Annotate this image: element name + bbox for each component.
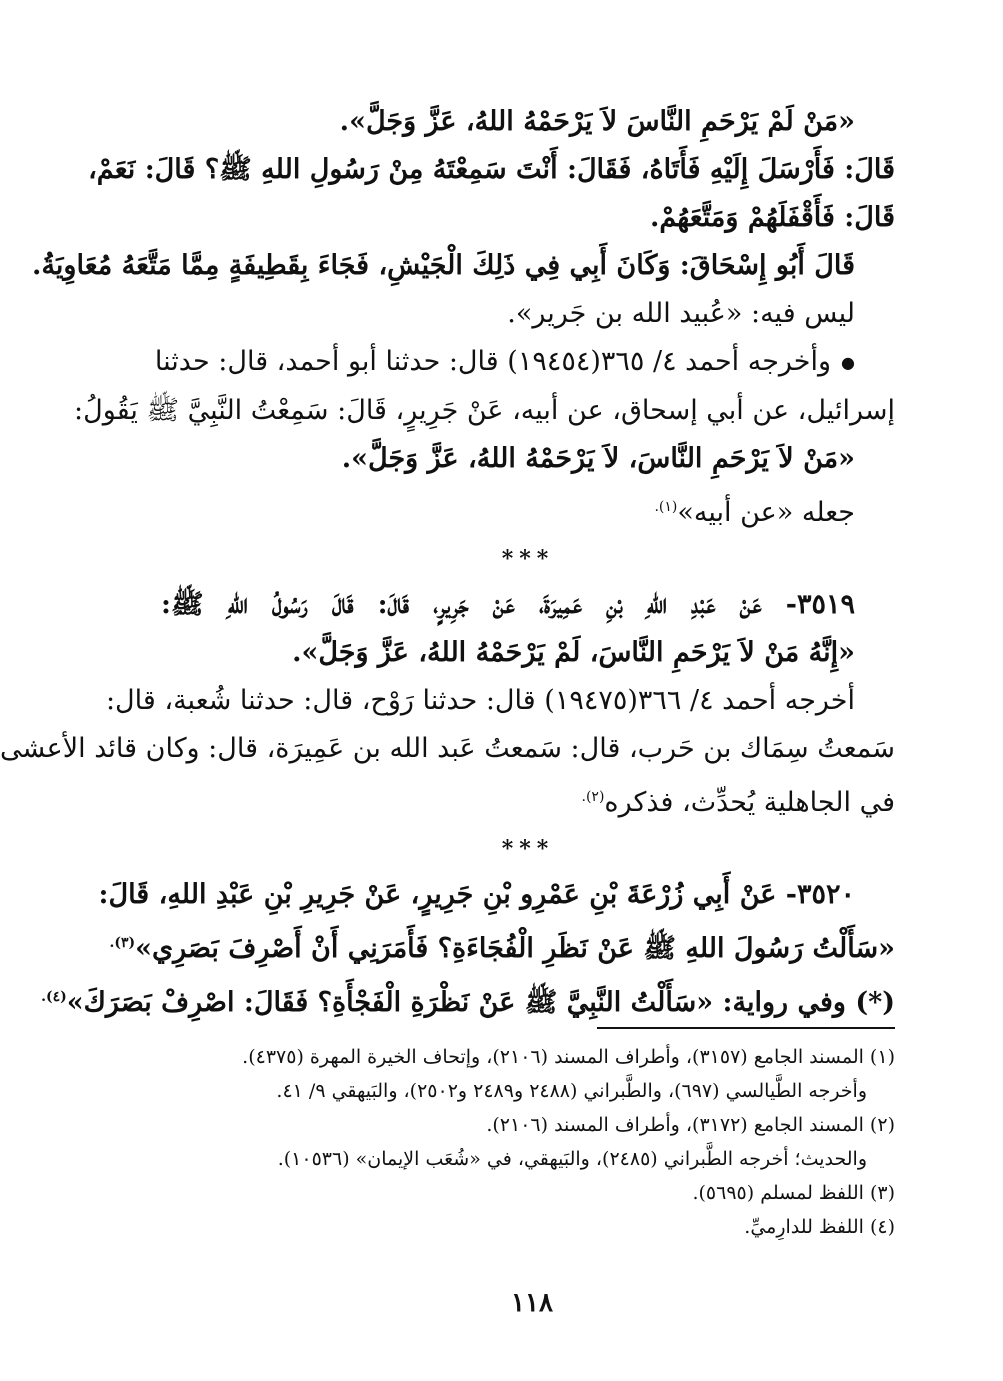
text-line: ليس فيه: «عُبيد الله بن جَرير». <box>507 298 855 329</box>
hadith-3519-line: «إِنَّهُ مَنْ لاَ يَرْحَمِ النَّاسَ، لَمْ يَرْحَمْهُ اللهُ، عَزَّ وَجَلَّ». <box>292 636 855 668</box>
footnote-ref: (١). <box>654 498 678 515</box>
page-number: ١١٨ <box>511 1288 553 1318</box>
hadith-3519-line: أخرجه أحمد ٤/ ٣٦٦(١٩٤٧٥) قال: حدثنا رَوْح، قال: حدثنا شُعبة، قال: <box>105 684 855 716</box>
text-line: «مَنْ لَمْ يَرْحَمِ النَّاسَ لاَ يَرْحَمْهُ اللهُ، عَزَّ وَجَلَّ». <box>339 106 855 137</box>
section-separator: *** <box>501 835 555 862</box>
text-line: قَالَ: فَأَرْسَلَ إِلَيْهِ فَأَتَاهُ، فَقَالَ: أَنْتَ سَمِعْتَهُ مِنْ رَسُولِ اللهِ ﷺ؟ قَالَ: نَعَمْ، <box>88 154 895 185</box>
hadith-3519-line: سَمعتُ سِمَاك بن حَرب، قال: سَمعتُ عَبد الله بن عَمِيرَة، قال: وكان قائد الأعشى <box>0 732 895 764</box>
text-line <box>161 483 895 537</box>
hadith-3519-line <box>161 773 895 827</box>
hadith-3520-line <box>41 973 895 1027</box>
hadith-3520-line <box>109 919 895 973</box>
footnote-ref: (٣). <box>109 934 136 951</box>
section-separator: *** <box>501 545 555 572</box>
footnote-ref: (٤). <box>41 988 67 1005</box>
text-line: إسرائيل، عن أبي إسحاق، عن أبيه، عَنْ جَرِيرٍ، قَالَ: سَمِعْتُ النَّبِيَّ ﷺ يَقُولُ: <box>74 394 895 426</box>
footnote-line: (١) المسند الجامع (٣١٥٧)، وأطراف المسند (٢١٠٦)، وإتحاف الخيرة المهرة (٤٣٧٥). <box>242 1046 895 1068</box>
footnotes <box>181 1040 895 1244</box>
footnote-ref: (٢). <box>581 788 605 805</box>
text-span: وأخرجه أحمد ٤/ ٣٦٥(١٩٤٥٤) قال: حدثنا أبو أحمد، قال: حدثنا <box>154 346 832 377</box>
hadith-3520-line: ٣٥٢٠- عَنْ أَبِي زُرْعَةَ بْنِ عَمْرِو بْنِ جَرِيرٍ، عَنْ جَرِيرِ بْنِ عَبْدِ اللهِ، قَالَ: <box>98 878 855 910</box>
footnote-line: (٤) اللفظ للدارِميِّ. <box>744 1216 895 1238</box>
footnote-line: (٢) المسند الجامع (٣١٧٢)، وأطراف المسند (٢١٠٦). <box>486 1114 895 1136</box>
text-line: قَالَ أَبُو إِسْحَاقَ: وَكَانَ أَبِي فِي ذَلِكَ الْجَيْشِ، فَجَاءَ بِقَطِيفَةٍ مِمَّا مَتَّعَهُ مُعَاوِيَةُ. <box>32 250 855 281</box>
text-span: (*) وفي رواية: «سَأَلْتُ النَّبِيَّ ﷺ عَنْ نَظْرَةِ الْفَجْأَةِ؟ فَقَالَ: اصْرِفْ بَصَرَكَ» <box>66 986 895 1018</box>
text-line: قَالَ: فَأَقْفَلَهُمْ وَمَتَّعَهُمْ. <box>649 202 895 233</box>
text-span: في الجاهلية يُحدِّث، فذكره <box>604 786 895 818</box>
footnote-line: والحديث؛ أخرجه الطَّبراني (٢٤٨٥)، والبَيهقي، في «شُعَب الإيمان» (١٠٥٣٦). <box>277 1148 867 1170</box>
bullet-line <box>154 338 895 387</box>
footnote-line: وأخرجه الطَّيالسي (٦٩٧)، والطَّبراني (٢٤٨٨ و٢٤٨٩ و٢٥٠٢)، والبَيهقي ٩/ ٤١. <box>276 1080 867 1102</box>
hadith-3519-line: ٣٥١٩- عَنْ عَبْدِ اللهِ بْنِ عَمِيرَةَ، عَنْ جَرِيرٍ، قَالَ: قَالَ رَسُولُ اللهِ ﷺ: <box>161 588 855 620</box>
text-span: جعله «عن أبيه» <box>677 496 855 528</box>
footnote-line: (٣) اللفظ لمسلم (٥٦٩٥). <box>692 1182 895 1204</box>
text-line: «مَنْ لاَ يَرْحَمِ النَّاسَ، لاَ يَرْحَمْهُ اللهُ، عَزَّ وَجَلَّ». <box>341 442 855 474</box>
text-span: «سَأَلْتُ رَسُولَ اللهِ ﷺ عَنْ نَظَرِ الْفُجَاءَةِ؟ فَأَمَرَنِي أَنْ أَصْرِفَ بَصَرِي» <box>135 932 895 964</box>
footnote-divider <box>597 1027 895 1029</box>
